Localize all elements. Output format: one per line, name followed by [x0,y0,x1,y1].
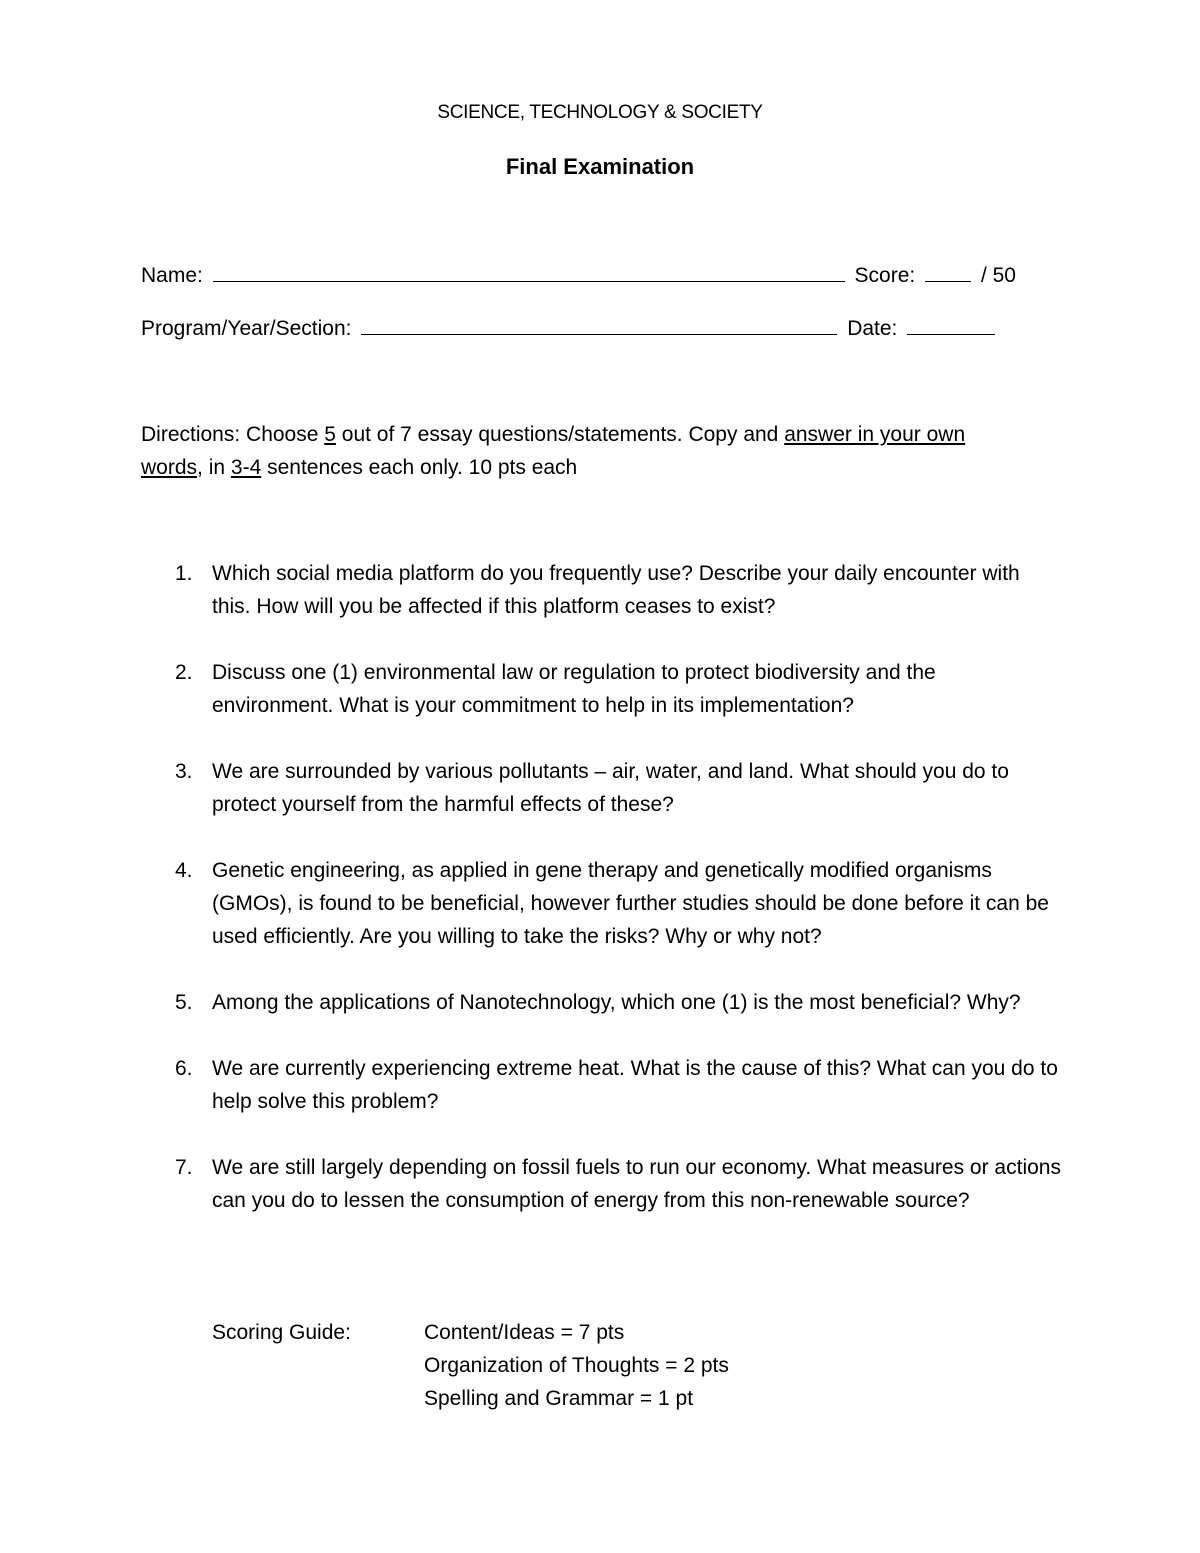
name-score-row [141,259,1016,292]
directions-text: , in [197,456,231,479]
directions-count: 5 [324,423,336,446]
question-item [141,1151,1061,1217]
score-label: Score: [854,264,916,287]
question-number: 7. [175,1156,193,1179]
name-field[interactable] [213,259,845,282]
date-label: Date: [847,317,898,340]
directions [141,418,1021,484]
scoring-guide-label: Scoring Guide: [212,1321,351,1344]
question-item [141,986,1061,1019]
question-text: Genetic engineering, as applied in gene therapy and genetically modified organisms (GMOs), is found to be beneficial, however further studies should be done before it can be used efficiently. Are you willing to take the risks? Why or why not? [212,859,1049,948]
scoring-guide-items [424,1316,729,1415]
name-label: Name: [141,264,203,287]
directions-sentences: 3-4 [230,456,262,479]
question-text: Among the applications of Nanotechnology, which one (1) is the most beneficial? Why? [212,991,1021,1014]
directions-emphasis: answer in your own words [141,423,966,479]
question-item [141,557,1061,623]
question-number: 2. [175,661,193,684]
question-item [141,656,1061,722]
question-number: 4. [175,859,193,882]
scoring-item: Spelling and Grammar = 1 pt [424,1387,694,1410]
question-list [141,557,1061,1250]
scoring-item: Content/Ideas = 7 pts [424,1321,625,1344]
program-label: Program/Year/Section: [141,317,352,340]
question-number: 5. [175,991,193,1014]
question-number: 3. [175,760,193,783]
directions-text: Directions: Choose [141,423,325,446]
exam-title: Final Examination [505,154,695,179]
question-text: We are currently experiencing extreme heat. What is the cause of this? What can you do to help solve this problem? [212,1057,1058,1113]
question-number: 1. [175,562,193,585]
question-item [141,854,1061,953]
scoring-item: Organization of Thoughts = 2 pts [424,1354,729,1377]
date-field[interactable] [907,312,995,335]
score-total: / 50 [980,264,1016,287]
directions-text: sentences each only. 10 pts each [261,456,578,479]
question-number: 6. [175,1057,193,1080]
scoring-guide [212,1316,729,1415]
question-text: We are still largely depending on fossil fuels to run our economy. What measures or actions can you do to lessen the consumption of energy from this non-renewable source? [212,1156,1061,1212]
question-text: Discuss one (1) environmental law or regulation to protect biodiversity and the environment. What is your commitment to help in its implementation? [212,661,936,717]
question-text: We are surrounded by various pollutants – air, water, and land. What should you do to protect yourself from the harmful effects of these? [212,760,1009,816]
program-date-row [141,312,999,345]
question-item [141,755,1061,821]
course-title: SCIENCE, TECHNOLOGY & SOCIETY [437,102,763,123]
question-text: Which social media platform do you frequently use? Describe your daily encounter with this. How will you be affected if this platform ceases to exist? [212,562,1020,618]
directions-text: out of 7 essay questions/statements. Copy and [335,423,785,446]
program-field[interactable] [361,312,837,335]
question-item [141,1052,1061,1118]
score-field[interactable] [925,259,971,282]
